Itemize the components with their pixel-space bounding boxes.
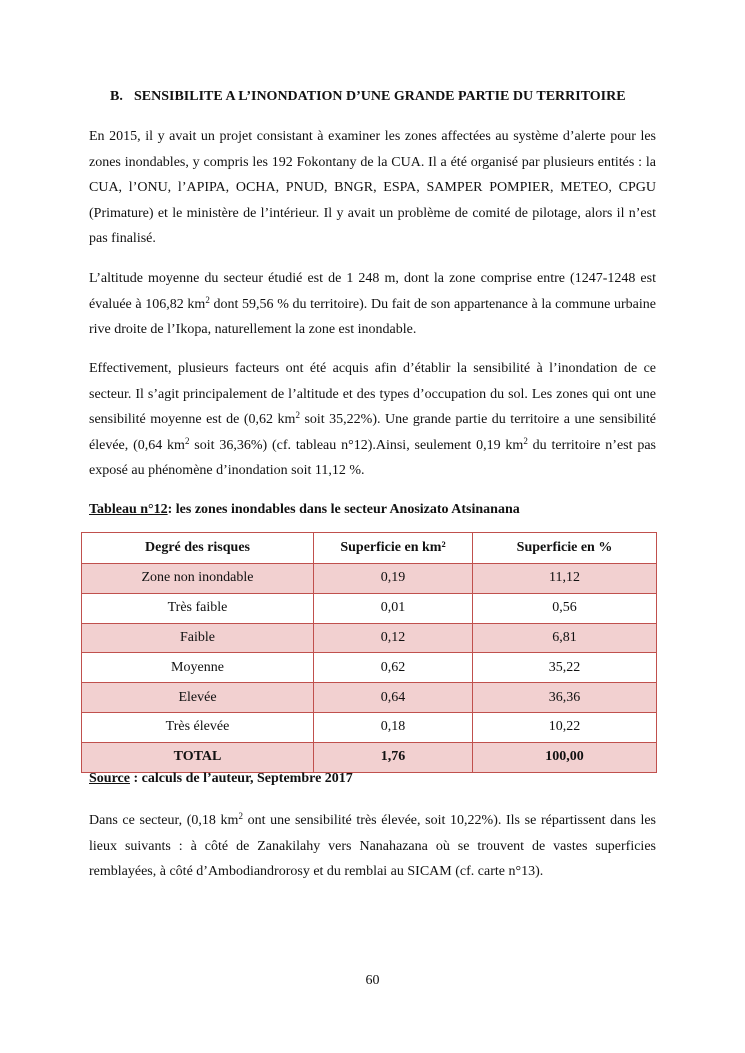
flood-zones-table bbox=[81, 532, 657, 773]
cell-km2: 0,64 bbox=[314, 683, 473, 713]
table-row bbox=[82, 593, 657, 623]
paragraph-3 bbox=[89, 356, 656, 484]
paragraph-2 bbox=[89, 266, 656, 343]
cell-km2: 0,12 bbox=[314, 623, 473, 653]
header-area-percent: Superficie en % bbox=[473, 533, 657, 564]
superscript: 2 bbox=[295, 410, 300, 421]
table-row bbox=[82, 712, 657, 742]
cell-risk: Moyenne bbox=[82, 653, 314, 683]
header-area-km2: Superficie en km² bbox=[314, 533, 473, 564]
cell-risk: Elevée bbox=[82, 683, 314, 713]
header-risk-level: Degré des risques bbox=[82, 533, 314, 564]
cell-percent: 35,22 bbox=[473, 653, 657, 683]
cell-risk: Très faible bbox=[82, 593, 314, 623]
paragraph-1-text: En 2015, il y avait un projet consistant à examiner les zones affectées au système d’alerte pour les zones inondables, y compris les 192 Fokontany de la CUA. Il a été organisé par plusieurs entités : la CUA, l’ONU, l’APIPA, OCHA, PNUD, BNGR, ESPA, SAMPER POMPIER, METEO, CPGU (Primature) et le ministère de l’intérieur. Il y avait un problème de comité de pilotage, alors il n’est pas finalisé. bbox=[89, 129, 656, 247]
cell-percent: 0,56 bbox=[473, 593, 657, 623]
cell-percent: 10,22 bbox=[473, 712, 657, 742]
table-header-row bbox=[82, 533, 657, 564]
superscript: 2 bbox=[184, 435, 190, 446]
paragraph-4-text-a: Dans ce secteur, (0,18 km bbox=[89, 813, 239, 828]
section-title: SENSIBILITE A L’INONDATION D’UNE GRANDE PARTIE DU TERRITOIRE bbox=[134, 89, 626, 104]
table-row bbox=[82, 564, 657, 594]
paragraph-4 bbox=[89, 808, 656, 885]
table-caption-label: Tableau n°12 bbox=[89, 502, 168, 517]
cell-risk: Faible bbox=[82, 623, 314, 653]
cell-km2: 0,18 bbox=[314, 712, 473, 742]
table-total-row bbox=[82, 742, 657, 772]
cell-risk: Zone non inondable bbox=[82, 564, 314, 594]
paragraph-4-text-b: ont une sensibilité très élevée, soit 10,22%). Ils se répartissent dans les lieux suivants : à côté de Zanakilahy vers Nanahazana où se trouvent de vastes superficies remblayées, à côté d’Ambodiandrorosy et du remblai au SICAM (cf. carte n°13). bbox=[89, 813, 657, 880]
table-source bbox=[89, 771, 353, 787]
cell-km2: 0,19 bbox=[314, 564, 473, 594]
paragraph-3-text-d: du territoire n’est pas exposé au phénomène d’inondation soit 11,12 %. bbox=[89, 437, 656, 479]
source-label: Source bbox=[89, 771, 130, 786]
cell-km2: 0,62 bbox=[314, 653, 473, 683]
cell-percent: 6,81 bbox=[473, 623, 657, 653]
paragraph-2-text-b: dont 59,56 % du territoire). Du fait de son appartenance à la commune urbaine rive droite de l’Ikopa, naturellement la zone est inondable. bbox=[89, 296, 656, 338]
superscript: 2 bbox=[205, 294, 210, 305]
paragraph-1 bbox=[89, 124, 656, 252]
cell-km2: 0,01 bbox=[314, 593, 473, 623]
page-number: 60 bbox=[365, 973, 380, 988]
cell-percent: 11,12 bbox=[473, 564, 657, 594]
paragraph-3-text-c: soit 36,36%) (cf. tableau n°12).Ainsi, seulement 0,19 km bbox=[189, 437, 524, 453]
table-caption bbox=[89, 502, 520, 518]
table-row bbox=[82, 623, 657, 653]
table-caption-text: : les zones inondables dans le secteur Anosizato Atsinanana bbox=[167, 502, 520, 517]
cell-total-percent: 100,00 bbox=[473, 742, 657, 772]
section-heading bbox=[110, 88, 630, 106]
superscript: 2 bbox=[238, 811, 243, 821]
cell-total-label: TOTAL bbox=[82, 742, 314, 772]
table-row bbox=[82, 653, 657, 683]
table-row bbox=[82, 683, 657, 713]
superscript: 2 bbox=[523, 435, 528, 446]
paragraph-3-text-a: Effectivement, plusieurs facteurs ont été acquis afin d’établir la sensibilité à l’inondation de ce secteur. Il s’agit principalement de l’altitude et des types d’occupation du sol. Les zones qui ont une sensibilité moyenne est de (0,62 km bbox=[89, 361, 656, 428]
cell-percent: 36,36 bbox=[473, 683, 657, 713]
source-text: : calculs de l’auteur, Septembre 2017 bbox=[129, 771, 353, 786]
section-number: B. bbox=[110, 89, 123, 104]
cell-total-km2: 1,76 bbox=[314, 742, 473, 772]
cell-risk: Très élevée bbox=[82, 712, 314, 742]
paragraph-2-text-a: L’altitude moyenne du secteur étudié est de 1 248 m, dont la zone comprise entre (1247-1248 est évaluée à 106,82 km bbox=[89, 271, 656, 312]
paragraph-3-text-b: soit 35,22%). Une grande partie du territoire a une sensibilité élevée, (0,64 km bbox=[89, 412, 656, 453]
